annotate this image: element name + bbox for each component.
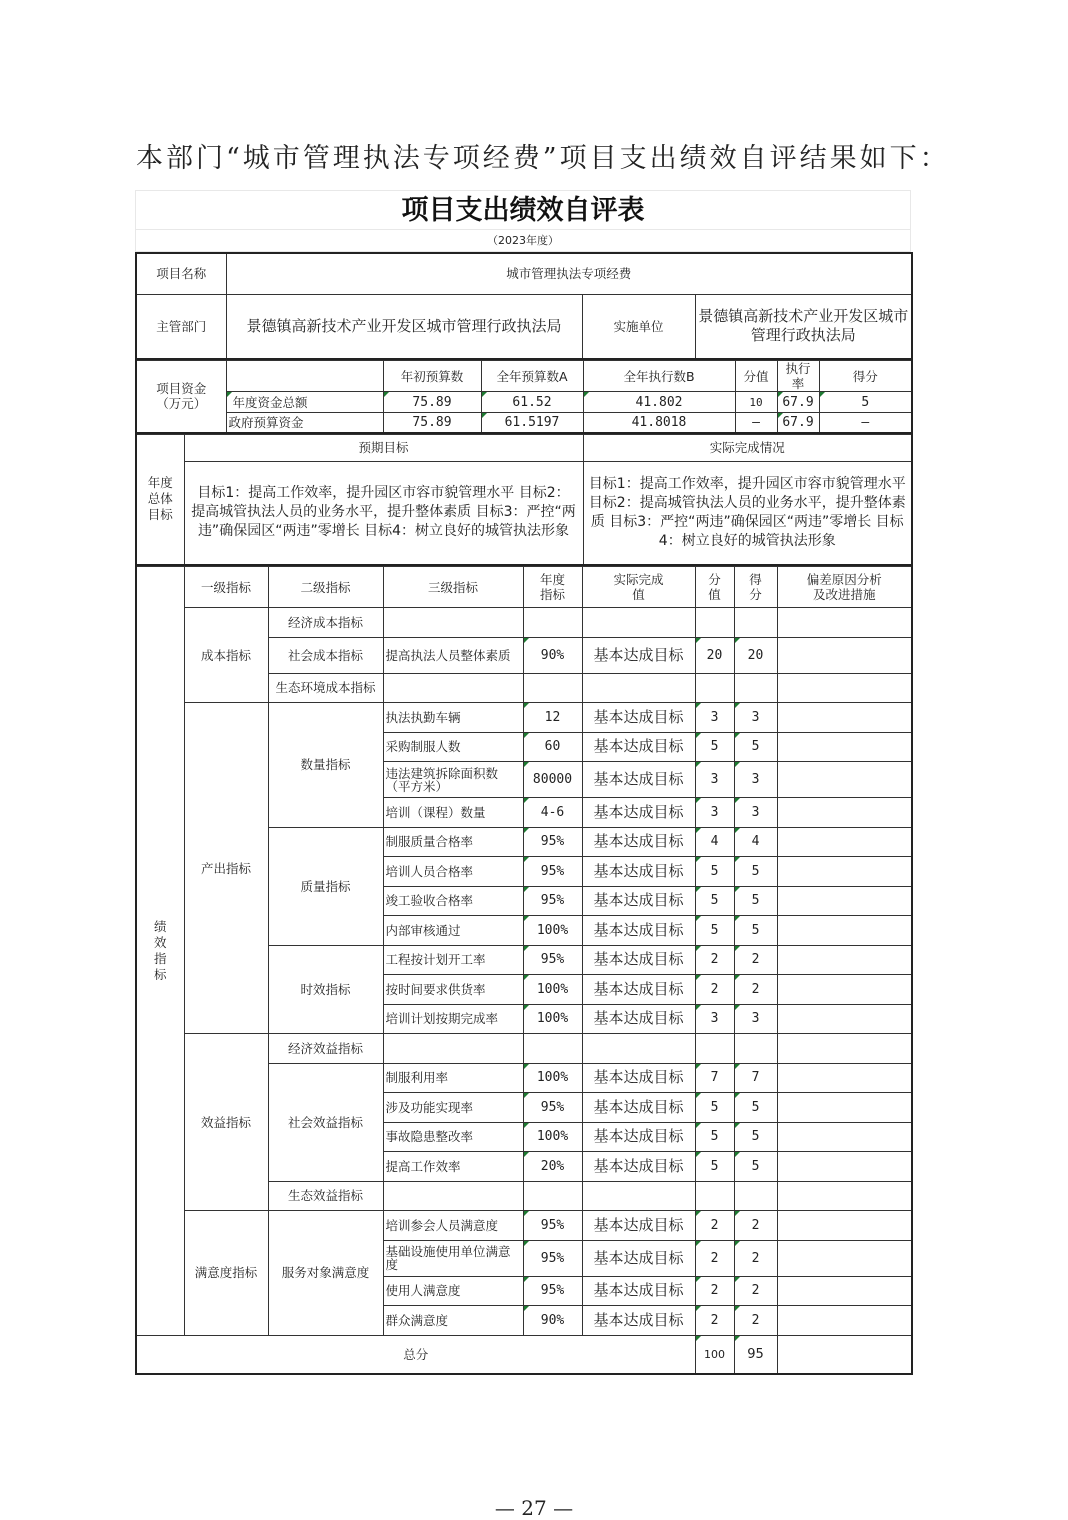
- score: [734, 1034, 777, 1064]
- level2-indicator: 数量指标: [268, 703, 383, 828]
- funds-row-annual: 61.52: [481, 392, 583, 413]
- actual-value: 基本达成目标: [582, 1240, 695, 1276]
- level3-indicator: 基础设施使用单位满意度: [383, 1240, 523, 1276]
- deviation-analysis: [777, 1181, 912, 1211]
- score-value: [695, 608, 734, 638]
- score-value: 2: [695, 1240, 734, 1276]
- annual-target: 100%: [523, 975, 582, 1005]
- deviation-analysis: [777, 945, 912, 975]
- annual-target: 95%: [523, 886, 582, 916]
- actual-value: 基本达成目标: [582, 827, 695, 857]
- funds-label: [136, 361, 226, 433]
- level2-indicator: 经济成本指标: [268, 608, 383, 638]
- goals-table: [135, 434, 913, 567]
- actual-value: 基本达成目标: [582, 886, 695, 916]
- level3-indicator: 培训人员合格率: [383, 857, 523, 887]
- actual-value: 基本达成目标: [582, 1063, 695, 1093]
- level3-indicator: 执法执勤车辆: [383, 703, 523, 733]
- goals-actual-header: 实际完成情况: [583, 434, 912, 461]
- level3-indicator: [383, 1181, 523, 1211]
- level3-indicator: [383, 1034, 523, 1064]
- level3-indicator: 涉及功能实现率: [383, 1093, 523, 1123]
- score: 3: [734, 703, 777, 733]
- deviation-analysis: [777, 637, 912, 673]
- funds-row: [136, 392, 912, 413]
- level3-indicator: 提高工作效率: [383, 1152, 523, 1182]
- evaluation-table: [135, 252, 913, 360]
- deviation-analysis: [777, 1152, 912, 1182]
- dept-label: 主管部门: [136, 294, 226, 359]
- deviation-analysis: [777, 916, 912, 946]
- annual-target: [523, 1181, 582, 1211]
- score-value: 5: [695, 1122, 734, 1152]
- total-value: 100: [695, 1335, 734, 1374]
- header-score-value-text: 分值: [708, 572, 721, 602]
- header-analysis: [777, 567, 912, 608]
- funds-header-blank: [226, 361, 383, 392]
- header-score-text: 得分: [749, 572, 762, 602]
- funds-row-name: 政府预算资金: [226, 413, 383, 433]
- annual-target: 90%: [523, 637, 582, 673]
- goals-label: [136, 434, 184, 565]
- score: 2: [734, 945, 777, 975]
- score: [734, 1181, 777, 1211]
- score-value: 5: [695, 916, 734, 946]
- annual-target: 12: [523, 703, 582, 733]
- annual-target: [523, 608, 582, 638]
- funds-row: [136, 413, 912, 433]
- funds-row-executed: 41.802: [583, 392, 735, 413]
- header-level2: 二级指标: [268, 567, 383, 608]
- score-value: 5: [695, 1152, 734, 1182]
- funds-row-score: —: [819, 413, 912, 433]
- score: 7: [734, 1063, 777, 1093]
- level1-indicator: 成本指标: [184, 608, 268, 703]
- goals-expected-text: 目标1：提高工作效率，提升园区市容市貌管理水平 目标2：提高城管执法人员的业务水平，提升整体素质 目标3：严控“两违”确保园区“两违”零增长 目标4：树立良好的城管执法形象: [184, 461, 583, 565]
- annual-target: 100%: [523, 1122, 582, 1152]
- funds-header-executed: 全年执行数B: [583, 361, 735, 392]
- actual-value: [582, 673, 695, 703]
- score: [734, 673, 777, 703]
- level3-indicator: 工程按计划开工率: [383, 945, 523, 975]
- level1-indicator: 效益指标: [184, 1034, 268, 1211]
- deviation-analysis: [777, 886, 912, 916]
- score: 2: [734, 1240, 777, 1276]
- level3-indicator: 培训计划按期完成率: [383, 1004, 523, 1034]
- score: 2: [734, 975, 777, 1005]
- actual-value: 基本达成目标: [582, 1306, 695, 1336]
- actual-value: 基本达成目标: [582, 1276, 695, 1306]
- actual-value: 基本达成目标: [582, 1211, 695, 1241]
- funds-header-score: 得分: [819, 361, 912, 392]
- score: 5: [734, 1152, 777, 1182]
- actual-value: 基本达成目标: [582, 975, 695, 1005]
- self-evaluation-sheet: [135, 190, 911, 1375]
- funds-row-score-value: 10: [735, 392, 777, 413]
- sheet-title: 项目支出绩效自评表: [135, 190, 911, 229]
- goals-label-text: 年度总体目标: [147, 475, 173, 523]
- annual-target: [523, 673, 582, 703]
- header-analysis-text: 偏差原因分析及改进措施: [806, 572, 882, 602]
- funds-header-initial: 年初预算数: [383, 361, 481, 392]
- score-value: [695, 673, 734, 703]
- actual-value: 基本达成目标: [582, 798, 695, 828]
- annual-target: 60: [523, 732, 582, 762]
- funds-row-name: 年度资金总额: [226, 392, 383, 413]
- funds-row-initial: 75.89: [383, 413, 481, 433]
- annual-target: 95%: [523, 857, 582, 887]
- department-row: [136, 294, 912, 359]
- annual-target: 95%: [523, 1240, 582, 1276]
- score: 5: [734, 1093, 777, 1123]
- funds-row-score: 5: [819, 392, 912, 413]
- score-value: 4: [695, 827, 734, 857]
- deviation-analysis: [777, 762, 912, 798]
- score-value: [695, 1034, 734, 1064]
- indicators-header-row: [136, 567, 912, 608]
- indicators-side-label-text: 绩效指标: [153, 918, 167, 982]
- funds-row-rate: 67.9: [777, 413, 819, 433]
- actual-value: [582, 1181, 695, 1211]
- actual-value: 基本达成目标: [582, 945, 695, 975]
- actual-value: 基本达成目标: [582, 916, 695, 946]
- header-target: [523, 567, 582, 608]
- actual-value: 基本达成目标: [582, 1093, 695, 1123]
- total-label: 总分: [136, 1335, 695, 1374]
- deviation-analysis: [777, 732, 912, 762]
- actual-value: 基本达成目标: [582, 1152, 695, 1182]
- deviation-analysis: [777, 1034, 912, 1064]
- indicator-row: [136, 1211, 912, 1241]
- actual-value: [582, 608, 695, 638]
- indicator-row: [136, 1034, 912, 1064]
- funds-row-annual: 61.5197: [481, 413, 583, 433]
- score-value: 3: [695, 1004, 734, 1034]
- score: 2: [734, 1306, 777, 1336]
- total-row: [136, 1335, 912, 1374]
- level2-indicator: 经济效益指标: [268, 1034, 383, 1064]
- actual-value: 基本达成目标: [582, 703, 695, 733]
- level3-indicator: 违法建筑拆除面积数（平方米）: [383, 762, 523, 798]
- score-value: 2: [695, 1276, 734, 1306]
- level3-indicator: 制服质量合格率: [383, 827, 523, 857]
- score: 5: [734, 916, 777, 946]
- annual-target: 4-6: [523, 798, 582, 828]
- annual-target: 100%: [523, 916, 582, 946]
- header-target-text: 年度指标: [539, 572, 565, 602]
- indicator-row: [136, 608, 912, 638]
- funds-header-score-value: 分值: [735, 361, 777, 392]
- level3-indicator: 培训（课程）数量: [383, 798, 523, 828]
- score: 5: [734, 1122, 777, 1152]
- deviation-analysis: [777, 857, 912, 887]
- annual-target: 95%: [523, 945, 582, 975]
- level2-indicator: 质量指标: [268, 827, 383, 945]
- score-value: 3: [695, 798, 734, 828]
- page-number: — 27 —: [494, 1496, 574, 1520]
- impl-label: 实施单位: [582, 294, 695, 359]
- funds-label-text: 项目资金（万元）: [156, 381, 207, 412]
- deviation-analysis: [777, 1122, 912, 1152]
- header-level1: 一级指标: [184, 567, 268, 608]
- score-value: 2: [695, 975, 734, 1005]
- actual-value: 基本达成目标: [582, 1122, 695, 1152]
- project-name-label: 项目名称: [136, 253, 226, 294]
- header-actual-text: 实际完成值: [613, 572, 664, 602]
- indicators-side-label: [136, 567, 184, 1336]
- deviation-analysis: [777, 1240, 912, 1276]
- sheet-year: （2023年度）: [135, 229, 911, 252]
- score: 5: [734, 857, 777, 887]
- score: 2: [734, 1276, 777, 1306]
- annual-target: 100%: [523, 1004, 582, 1034]
- deviation-analysis: [777, 798, 912, 828]
- level3-indicator: 培训参会人员满意度: [383, 1211, 523, 1241]
- annual-target: [523, 1034, 582, 1064]
- score: 20: [734, 637, 777, 673]
- deviation-analysis: [777, 1093, 912, 1123]
- deviation-analysis: [777, 673, 912, 703]
- level3-indicator: 采购制服人数: [383, 732, 523, 762]
- score: 3: [734, 798, 777, 828]
- project-name-value: 城市管理执法专项经费: [226, 253, 912, 294]
- level3-indicator: [383, 608, 523, 638]
- header-actual: [582, 567, 695, 608]
- dept-value: 景德镇高新技术产业开发区城市管理行政执法局: [226, 294, 582, 359]
- funds-table: [135, 360, 913, 434]
- level3-indicator: 事故隐患整改率: [383, 1122, 523, 1152]
- level2-indicator: 服务对象满意度: [268, 1211, 383, 1336]
- deviation-analysis: [777, 1211, 912, 1241]
- score: 5: [734, 886, 777, 916]
- level3-indicator: [383, 673, 523, 703]
- level3-indicator: 按时间要求供货率: [383, 975, 523, 1005]
- intro-text: 本部门“城市管理执法专项经费”项目支出绩效自评结果如下：: [136, 143, 950, 174]
- score-value: 2: [695, 1306, 734, 1336]
- actual-value: [582, 1034, 695, 1064]
- deviation-analysis: [777, 1306, 912, 1336]
- actual-value: 基本达成目标: [582, 857, 695, 887]
- actual-value: 基本达成目标: [582, 637, 695, 673]
- indicators-table: [135, 566, 913, 1375]
- annual-target: 95%: [523, 827, 582, 857]
- funds-row-initial: 75.89: [383, 392, 481, 413]
- impl-value: 景德镇高新技术产业开发区城市管理行政执法局: [695, 294, 912, 359]
- deviation-analysis: [777, 1276, 912, 1306]
- score-value: 5: [695, 1093, 734, 1123]
- score: [734, 608, 777, 638]
- level3-indicator: 内部审核通过: [383, 916, 523, 946]
- score-value: 2: [695, 1211, 734, 1241]
- score: 3: [734, 1004, 777, 1034]
- header-level3: 三级指标: [383, 567, 523, 608]
- actual-value: 基本达成目标: [582, 1004, 695, 1034]
- score: 4: [734, 827, 777, 857]
- level2-indicator: 生态效益指标: [268, 1181, 383, 1211]
- score-value: 3: [695, 703, 734, 733]
- level2-indicator: 社会效益指标: [268, 1063, 383, 1181]
- header-score: [734, 567, 777, 608]
- project-name-row: [136, 253, 912, 294]
- total-score: 95: [734, 1335, 777, 1374]
- score-value: 3: [695, 762, 734, 798]
- annual-target: 95%: [523, 1276, 582, 1306]
- score-value: 5: [695, 732, 734, 762]
- level3-indicator: 制服利用率: [383, 1063, 523, 1093]
- score-value: 5: [695, 857, 734, 887]
- actual-value: 基本达成目标: [582, 762, 695, 798]
- level3-indicator: 使用人满意度: [383, 1276, 523, 1306]
- deviation-analysis: [777, 827, 912, 857]
- level3-indicator: 竣工验收合格率: [383, 886, 523, 916]
- level1-indicator: 满意度指标: [184, 1211, 268, 1336]
- level2-indicator: 时效指标: [268, 945, 383, 1034]
- score-value: [695, 1181, 734, 1211]
- level2-indicator: 社会成本指标: [268, 637, 383, 673]
- score: 3: [734, 762, 777, 798]
- funds-header-annual: 全年预算数A: [481, 361, 583, 392]
- deviation-analysis: [777, 1063, 912, 1093]
- score-value: 20: [695, 637, 734, 673]
- indicator-row: [136, 703, 912, 733]
- score-value: 7: [695, 1063, 734, 1093]
- score-value: 5: [695, 886, 734, 916]
- level1-indicator: 产出指标: [184, 703, 268, 1034]
- score: 2: [734, 1211, 777, 1241]
- goals-actual-text: 目标1：提高工作效率，提升园区市容市貌管理水平 目标2：提高城管执法人员的业务水平，提升整体素质 目标3：严控“两违”确保园区“两违”零增长 目标4：树立良好的城管执法形象: [583, 461, 912, 565]
- score-value: 2: [695, 945, 734, 975]
- annual-target: 100%: [523, 1063, 582, 1093]
- annual-target: 20%: [523, 1152, 582, 1182]
- header-score-value: [695, 567, 734, 608]
- deviation-analysis: [777, 975, 912, 1005]
- deviation-analysis: [777, 1004, 912, 1034]
- annual-target: 80000: [523, 762, 582, 798]
- score: 5: [734, 732, 777, 762]
- funds-row-executed: 41.8018: [583, 413, 735, 433]
- funds-header-rate: 执行率: [777, 361, 819, 392]
- funds-row-rate: 67.9: [777, 392, 819, 413]
- annual-target: 95%: [523, 1211, 582, 1241]
- level2-indicator: 生态环境成本指标: [268, 673, 383, 703]
- total-analysis: [777, 1335, 912, 1374]
- actual-value: 基本达成目标: [582, 732, 695, 762]
- deviation-analysis: [777, 703, 912, 733]
- funds-row-score-value: —: [735, 413, 777, 433]
- level3-indicator: 提高执法人员整体素质: [383, 637, 523, 673]
- goals-expected-header: 预期目标: [184, 434, 583, 461]
- level3-indicator: 群众满意度: [383, 1306, 523, 1336]
- annual-target: 90%: [523, 1306, 582, 1336]
- deviation-analysis: [777, 608, 912, 638]
- annual-target: 95%: [523, 1093, 582, 1123]
